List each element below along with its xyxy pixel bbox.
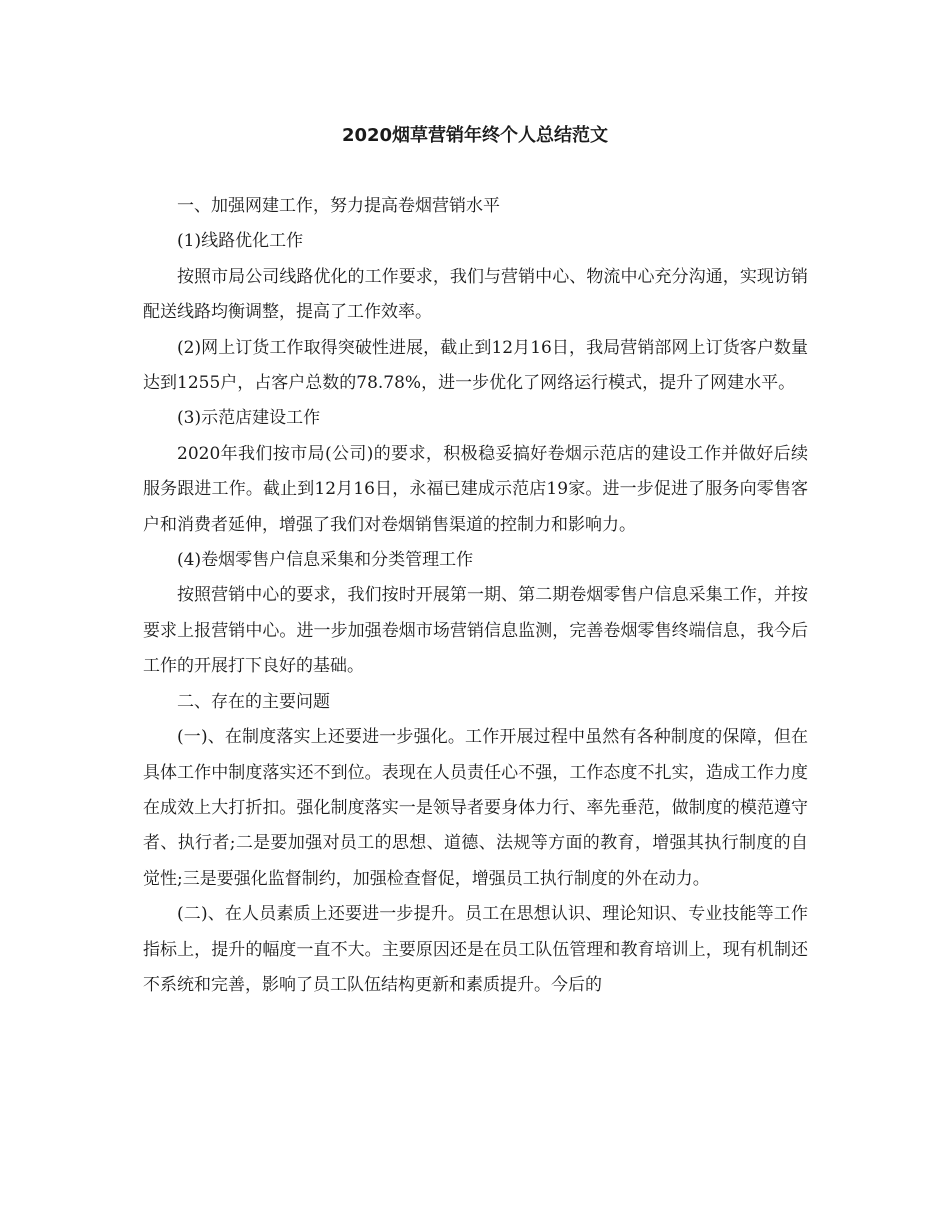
subsection-heading: (3)示范店建设工作	[177, 408, 321, 429]
document-title: 2020烟草营销年终个人总结范文	[341, 125, 609, 146]
document-body	[143, 189, 808, 1003]
body-paragraph: (一)、在制度落实上还要进一步强化。工作开展过程中虽然有各种制度的保障，但在具体工作中制度落实还不到位。表现在人员责任心不强，工作态度不扎实，造成工作力度在成效上大打折扣。强化制度落实一是领导者要身体力行、率先垂范，做制度的模范遵守者、执行者;二是要加强对员工的思想、道德、法规等方面的教育，增强其执行制度的自觉性;三是要强化监督制约，加强检查督促，增强员工执行制度的外在动力。	[143, 727, 808, 889]
body-paragraph: 2020年我们按市局(公司)的要求，积极稳妥搞好卷烟示范店的建设工作并做好后续服务跟进工作。截止到12月16日，永福已建成示范店19家。进一步促进了服务向零售客户和消费者延伸，增强了我们对卷烟销售渠道的控制力和影响力。	[143, 443, 808, 535]
subsection-heading: (1)线路优化工作	[177, 231, 304, 252]
body-paragraph: 按照营销中心的要求，我们按时开展第一期、第二期卷烟零售户信息采集工作，并按要求上报营销中心。进一步加强卷烟市场营销信息监测，完善卷烟零售终端信息，我今后工作的开展打下良好的基础。	[143, 585, 808, 677]
section-heading: 二、存在的主要问题	[177, 691, 330, 712]
body-paragraph: (2)网上订货工作取得突破性进展，截止到12月16日，我局营销部网上订货客户数量达到1255户，占客户总数的78.78%，进一步优化了网络运行模式，提升了网建水平。	[143, 337, 808, 394]
section-heading: 一、加强网建工作，努力提高卷烟营销水平	[177, 196, 500, 216]
body-paragraph: (二)、在人员素质上还要进一步提升。员工在思想认识、理论知识、专业技能等工作指标上，提升的幅度一直不大。主要原因还是在员工队伍管理和教育培训上，现有机制还不系统和完善，影响了员工队伍结构更新和素质提升。今后的	[143, 904, 808, 995]
body-paragraph: 按照市局公司线路优化的工作要求，我们与营销中心、物流中心充分沟通，实现访销配送线路均衡调整，提高了工作效率。	[143, 266, 808, 323]
subsection-heading: (4)卷烟零售户信息采集和分类管理工作	[177, 550, 474, 571]
